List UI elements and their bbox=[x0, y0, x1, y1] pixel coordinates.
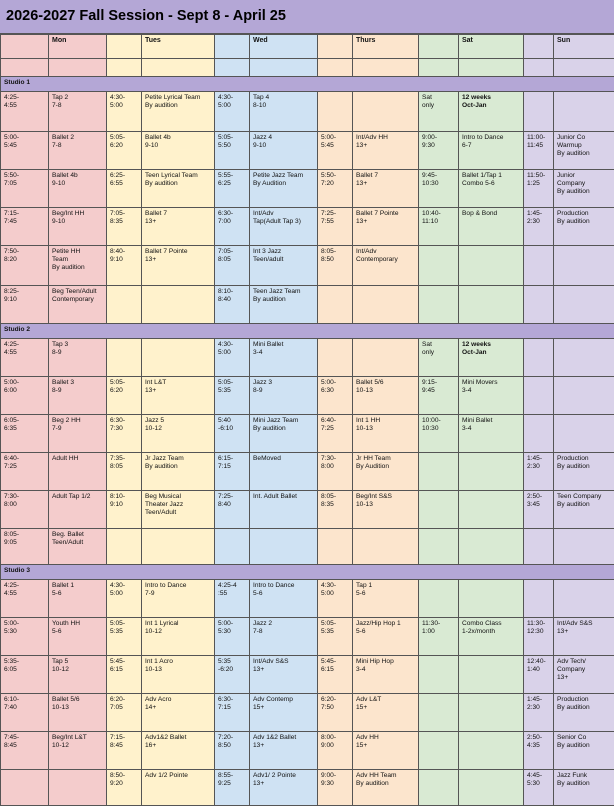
thu-class-cell: Tap 1 5-6 bbox=[353, 580, 419, 618]
thu-class-cell: Jr HH Team By Audition bbox=[353, 453, 419, 491]
mon-time-cell: 8:25- 9:10 bbox=[1, 286, 49, 324]
sun-time-cell: 1:45- 2:30 bbox=[524, 453, 554, 491]
sun-time-cell bbox=[524, 529, 554, 565]
wed-time-cell: 5:35 -6:20 bbox=[215, 656, 250, 694]
studio-header-row bbox=[1, 77, 614, 92]
thu-time-cell: 8:05- 8:35 bbox=[318, 491, 353, 529]
schedule-row bbox=[1, 286, 614, 324]
tue-time-cell: 5:05- 6:20 bbox=[107, 377, 142, 415]
mon-time-cell: 6:40- 7:25 bbox=[1, 453, 49, 491]
sun-class-cell bbox=[554, 529, 614, 565]
tue-class-cell: Ballet 7 13+ bbox=[142, 208, 215, 246]
wed-class-cell bbox=[250, 529, 318, 565]
tue-time-cell bbox=[107, 339, 142, 377]
thu-class-cell: Int 1 HH 10-13 bbox=[353, 415, 419, 453]
sun-time-cell: 11:00- 11:45 bbox=[524, 132, 554, 170]
mon-class-cell: Tap 3 8-9 bbox=[49, 339, 107, 377]
sun-time-cell: 11:50- 1:25 bbox=[524, 170, 554, 208]
thu-time-cell bbox=[318, 92, 353, 132]
sun-time-cell: 12:40- 1:40 bbox=[524, 656, 554, 694]
sat-class-cell bbox=[459, 529, 524, 565]
sun-time-cell bbox=[524, 286, 554, 324]
sat-time-cell bbox=[419, 491, 459, 529]
mon-class-cell: Petite HH Team By audition bbox=[49, 246, 107, 286]
mon-class-cell: Beg Teen/Adult Contemporary bbox=[49, 286, 107, 324]
tue-time-cell: 5:05- 5:35 bbox=[107, 618, 142, 656]
tue-time-cell: 7:05- 8:35 bbox=[107, 208, 142, 246]
tue-time-cell: 8:40- 9:10 bbox=[107, 246, 142, 286]
tue-class-cell: Ballet 7 Pointe 13+ bbox=[142, 246, 215, 286]
sun-time-cell: 2:50- 4:35 bbox=[524, 732, 554, 770]
wed-time-cell: 8:55- 9:25 bbox=[215, 770, 250, 806]
wed-time-cell: 5:55- 6:25 bbox=[215, 170, 250, 208]
mon-time-cell: 6:05- 6:35 bbox=[1, 415, 49, 453]
wed-class-cell: Adv Contemp 15+ bbox=[250, 694, 318, 732]
schedule-row bbox=[1, 453, 614, 491]
mon-time-cell: 5:00- 6:00 bbox=[1, 377, 49, 415]
mon-time-cell: 7:15- 7:45 bbox=[1, 208, 49, 246]
tue-time-cell: 4:30- 5:00 bbox=[107, 92, 142, 132]
sat-time-cell: 9:15- 9:45 bbox=[419, 377, 459, 415]
sun-time-cell bbox=[524, 415, 554, 453]
sat-class-cell: Intro to Dance 6-7 bbox=[459, 132, 524, 170]
sun-class-cell: Production By audition bbox=[554, 694, 614, 732]
wed-time-cell: 7:20- 8:50 bbox=[215, 732, 250, 770]
sat-time-cell bbox=[419, 246, 459, 286]
wed-class-cell: Tap 4 8-10 bbox=[250, 92, 318, 132]
mon-class-cell bbox=[49, 770, 107, 806]
mon-time-cell: 6:10- 7:40 bbox=[1, 694, 49, 732]
sat-class-cell: Ballet 1/Tap 1 Combo 5-6 bbox=[459, 170, 524, 208]
thu-time-cell bbox=[318, 339, 353, 377]
wed-class-cell: Int/Adv Tap(Adult Tap 3) bbox=[250, 208, 318, 246]
sat-class-cell: 12 weeks Oct-Jan bbox=[459, 92, 524, 132]
thu-class-cell: Adv HH 15+ bbox=[353, 732, 419, 770]
mon-class-cell: Ballet 3 8-9 bbox=[49, 377, 107, 415]
sat-time-cell: 10:40- 11:10 bbox=[419, 208, 459, 246]
sun-time-cell: 11:30- 12:30 bbox=[524, 618, 554, 656]
sat-time-cell bbox=[419, 580, 459, 618]
wed-time-cell: 5:00- 5:30 bbox=[215, 618, 250, 656]
sun-time-cell bbox=[524, 339, 554, 377]
thu-class-cell: Ballet 7 13+ bbox=[353, 170, 419, 208]
thu-class-cell bbox=[353, 92, 419, 132]
mon-class-cell: Tap 2 7-8 bbox=[49, 92, 107, 132]
mon-class-cell: Beg/Int HH 9-10 bbox=[49, 208, 107, 246]
thu-class-cell: Adv HH Team By audition bbox=[353, 770, 419, 806]
thu-class-cell bbox=[353, 286, 419, 324]
schedule-row bbox=[1, 377, 614, 415]
schedule-row bbox=[1, 339, 614, 377]
thu-time-cell: 8:00- 9:00 bbox=[318, 732, 353, 770]
wed-class-cell: Jazz 2 7-8 bbox=[250, 618, 318, 656]
header-time-thu bbox=[318, 35, 353, 59]
thu-time-cell: 6:20- 7:50 bbox=[318, 694, 353, 732]
tue-class-cell bbox=[142, 339, 215, 377]
sun-time-cell bbox=[524, 92, 554, 132]
wed-time-cell: 6:15- 7:15 bbox=[215, 453, 250, 491]
mon-class-cell: Beg 2 HH 7-9 bbox=[49, 415, 107, 453]
sat-class-cell bbox=[459, 286, 524, 324]
sun-class-cell bbox=[554, 339, 614, 377]
thu-time-cell: 5:00- 5:45 bbox=[318, 132, 353, 170]
thu-class-cell: Adv L&T 15+ bbox=[353, 694, 419, 732]
tue-time-cell: 7:35- 8:05 bbox=[107, 453, 142, 491]
schedule-row bbox=[1, 529, 614, 565]
sat-time-cell: Sat only bbox=[419, 92, 459, 132]
thu-class-cell: Beg/Int S&S 10-13 bbox=[353, 491, 419, 529]
wed-class-cell: Adv1/ 2 Pointe 13+ bbox=[250, 770, 318, 806]
tue-time-cell: 5:45- 6:15 bbox=[107, 656, 142, 694]
tue-class-cell: Beg Musical Theater Jazz Teen/Adult bbox=[142, 491, 215, 529]
wed-class-cell: Mini Ballet 3-4 bbox=[250, 339, 318, 377]
schedule-title: 2026-2027 Fall Session - Sept 8 - April 25 bbox=[0, 0, 614, 34]
sat-class-cell bbox=[459, 491, 524, 529]
wed-time-cell: 7:25- 8:40 bbox=[215, 491, 250, 529]
schedule-row bbox=[1, 246, 614, 286]
mon-time-cell: 5:35- 6:05 bbox=[1, 656, 49, 694]
thu-time-cell: 5:45- 6:15 bbox=[318, 656, 353, 694]
tue-class-cell: Adv Acro 14+ bbox=[142, 694, 215, 732]
sat-class-cell bbox=[459, 656, 524, 694]
studio-label: Studio 1 bbox=[1, 77, 614, 92]
thu-time-cell: 5:05- 5:35 bbox=[318, 618, 353, 656]
mon-class-cell: Beg/Int L&T 10-12 bbox=[49, 732, 107, 770]
sun-time-cell: 1:45- 2:30 bbox=[524, 694, 554, 732]
schedule-row bbox=[1, 618, 614, 656]
sun-time-cell bbox=[524, 377, 554, 415]
wed-time-cell: 4:25-4 :55 bbox=[215, 580, 250, 618]
schedule-row bbox=[1, 694, 614, 732]
tue-time-cell: 7:15- 8:45 bbox=[107, 732, 142, 770]
sat-time-cell bbox=[419, 694, 459, 732]
tue-time-cell bbox=[107, 286, 142, 324]
header-time-mon bbox=[1, 35, 49, 59]
studio-header-row bbox=[1, 565, 614, 580]
sun-class-cell: Adv Tech/ Company 13+ bbox=[554, 656, 614, 694]
header-time-tue bbox=[107, 35, 142, 59]
tue-time-cell: 6:20- 7:05 bbox=[107, 694, 142, 732]
header-tue: Tues bbox=[142, 35, 215, 59]
wed-time-cell: 5:40 -6:10 bbox=[215, 415, 250, 453]
wed-class-cell: Jazz 3 8-9 bbox=[250, 377, 318, 415]
sun-time-cell: 4:45- 5:30 bbox=[524, 770, 554, 806]
mon-time-cell: 5:00- 5:30 bbox=[1, 618, 49, 656]
mon-time-cell: 5:00- 5:45 bbox=[1, 132, 49, 170]
tue-class-cell: Jazz 5 10-12 bbox=[142, 415, 215, 453]
sun-class-cell: Junior Company By audition bbox=[554, 170, 614, 208]
thu-class-cell bbox=[353, 339, 419, 377]
sat-time-cell bbox=[419, 656, 459, 694]
mon-class-cell: Ballet 1 5-6 bbox=[49, 580, 107, 618]
sun-class-cell: Jazz Funk By audition bbox=[554, 770, 614, 806]
wed-class-cell: Adv 1&2 Ballet 13+ bbox=[250, 732, 318, 770]
wed-class-cell: Jazz 4 9-10 bbox=[250, 132, 318, 170]
mon-time-cell: 5:50- 7:05 bbox=[1, 170, 49, 208]
tue-class-cell: Jr Jazz Team By audition bbox=[142, 453, 215, 491]
mon-time-cell: 4:25- 4:55 bbox=[1, 92, 49, 132]
sat-class-cell: Mini Ballet 3-4 bbox=[459, 415, 524, 453]
wed-time-cell: 7:05- 8:05 bbox=[215, 246, 250, 286]
sat-time-cell bbox=[419, 770, 459, 806]
tue-class-cell: Teen Lyrical Team By audition bbox=[142, 170, 215, 208]
sat-class-cell: Bop & Bond bbox=[459, 208, 524, 246]
day-header-row bbox=[1, 35, 614, 59]
studio-label: Studio 2 bbox=[1, 324, 614, 339]
schedule-row bbox=[1, 415, 614, 453]
mon-time-cell bbox=[1, 770, 49, 806]
wed-time-cell: 6:30- 7:00 bbox=[215, 208, 250, 246]
sat-class-cell bbox=[459, 580, 524, 618]
sun-class-cell bbox=[554, 415, 614, 453]
wed-time-cell: 6:30- 7:15 bbox=[215, 694, 250, 732]
mon-time-cell: 7:45- 8:45 bbox=[1, 732, 49, 770]
schedule-row bbox=[1, 656, 614, 694]
sun-time-cell: 2:50- 3:45 bbox=[524, 491, 554, 529]
tue-time-cell: 8:10- 9:10 bbox=[107, 491, 142, 529]
tue-class-cell: Int 1 Lyrical 10-12 bbox=[142, 618, 215, 656]
schedule-row bbox=[1, 92, 614, 132]
tue-class-cell: Int L&T 13+ bbox=[142, 377, 215, 415]
header-wed: Wed bbox=[250, 35, 318, 59]
sat-class-cell bbox=[459, 732, 524, 770]
sat-time-cell: 10:00- 10:30 bbox=[419, 415, 459, 453]
thu-class-cell: Ballet 7 Pointe 13+ bbox=[353, 208, 419, 246]
mon-time-cell: 4:25- 4:55 bbox=[1, 339, 49, 377]
sun-class-cell bbox=[554, 286, 614, 324]
sun-class-cell bbox=[554, 377, 614, 415]
tue-time-cell bbox=[107, 529, 142, 565]
tue-class-cell: Int 1 Acro 10-13 bbox=[142, 656, 215, 694]
thu-class-cell: Mini Hip Hop 3-4 bbox=[353, 656, 419, 694]
thu-class-cell: Int/Adv Contemporary bbox=[353, 246, 419, 286]
schedule-table bbox=[0, 34, 614, 806]
sun-time-cell bbox=[524, 246, 554, 286]
header-sat: Sat bbox=[459, 35, 524, 59]
header-sun: Sun bbox=[554, 35, 614, 59]
tue-class-cell: Adv1&2 Ballet 16+ bbox=[142, 732, 215, 770]
tue-time-cell: 6:30- 7:30 bbox=[107, 415, 142, 453]
thu-time-cell: 7:25- 7:55 bbox=[318, 208, 353, 246]
wed-time-cell: 4:30- 5:00 bbox=[215, 92, 250, 132]
mon-class-cell: Ballet 2 7-8 bbox=[49, 132, 107, 170]
header-thu: Thurs bbox=[353, 35, 419, 59]
studio-label: Studio 3 bbox=[1, 565, 614, 580]
sat-time-cell: 9:45- 10:30 bbox=[419, 170, 459, 208]
thu-time-cell: 4:30- 5:00 bbox=[318, 580, 353, 618]
sat-time-cell bbox=[419, 286, 459, 324]
spacer-row bbox=[1, 59, 614, 77]
sat-class-cell bbox=[459, 246, 524, 286]
sun-class-cell: Junior Co Warmup By audition bbox=[554, 132, 614, 170]
sat-time-cell: 9:00- 9:30 bbox=[419, 132, 459, 170]
wed-class-cell: Petite Jazz Team By Audition bbox=[250, 170, 318, 208]
mon-class-cell: Ballet 4b 9-10 bbox=[49, 170, 107, 208]
sat-time-cell: 11:30- 1:00 bbox=[419, 618, 459, 656]
mon-time-cell: 7:30- 8:00 bbox=[1, 491, 49, 529]
schedule-row bbox=[1, 580, 614, 618]
sun-class-cell: Production By audition bbox=[554, 208, 614, 246]
thu-time-cell: 8:05- 8:50 bbox=[318, 246, 353, 286]
wed-time-cell: 5:05- 5:50 bbox=[215, 132, 250, 170]
sat-class-cell: Combo Class 1-2x/month bbox=[459, 618, 524, 656]
schedule-row bbox=[1, 770, 614, 806]
mon-class-cell: Tap 5 10-12 bbox=[49, 656, 107, 694]
sun-class-cell: Production By audition bbox=[554, 453, 614, 491]
header-time-sun bbox=[524, 35, 554, 59]
thu-time-cell: 7:30- 8:00 bbox=[318, 453, 353, 491]
thu-time-cell: 5:50- 7:20 bbox=[318, 170, 353, 208]
tue-time-cell: 6:25- 6:55 bbox=[107, 170, 142, 208]
thu-class-cell bbox=[353, 529, 419, 565]
tue-class-cell bbox=[142, 286, 215, 324]
studio-header-row bbox=[1, 324, 614, 339]
mon-class-cell: Youth HH 5-6 bbox=[49, 618, 107, 656]
wed-class-cell: Int/Adv S&S 13+ bbox=[250, 656, 318, 694]
schedule-row bbox=[1, 491, 614, 529]
schedule-row bbox=[1, 170, 614, 208]
sun-class-cell bbox=[554, 246, 614, 286]
tue-class-cell: Petite Lyrical Team By audition bbox=[142, 92, 215, 132]
sat-class-cell bbox=[459, 770, 524, 806]
sat-class-cell: Mini Movers 3-4 bbox=[459, 377, 524, 415]
wed-time-cell: 5:05- 5:35 bbox=[215, 377, 250, 415]
wed-time-cell: 4:30- 5:00 bbox=[215, 339, 250, 377]
tue-class-cell bbox=[142, 529, 215, 565]
thu-time-cell: 6:40- 7:25 bbox=[318, 415, 353, 453]
schedule-row bbox=[1, 132, 614, 170]
sat-time-cell bbox=[419, 732, 459, 770]
sun-class-cell: Int/Adv S&S 13+ bbox=[554, 618, 614, 656]
thu-class-cell: Int/Adv HH 13+ bbox=[353, 132, 419, 170]
thu-class-cell: Ballet 5/6 10-13 bbox=[353, 377, 419, 415]
sat-class-cell bbox=[459, 694, 524, 732]
mon-time-cell: 7:50- 8:20 bbox=[1, 246, 49, 286]
sat-time-cell bbox=[419, 529, 459, 565]
wed-class-cell: Teen Jazz Team By audition bbox=[250, 286, 318, 324]
header-mon: Mon bbox=[49, 35, 107, 59]
sun-class-cell bbox=[554, 580, 614, 618]
sun-class-cell bbox=[554, 92, 614, 132]
tue-class-cell: Adv 1/2 Pointe bbox=[142, 770, 215, 806]
mon-class-cell: Adult HH bbox=[49, 453, 107, 491]
thu-time-cell: 9:00- 9:30 bbox=[318, 770, 353, 806]
wed-time-cell bbox=[215, 529, 250, 565]
sun-time-cell bbox=[524, 580, 554, 618]
sun-class-cell: Teen Company By audition bbox=[554, 491, 614, 529]
header-time-wed bbox=[215, 35, 250, 59]
wed-time-cell: 8:10- 8:40 bbox=[215, 286, 250, 324]
sat-class-cell bbox=[459, 453, 524, 491]
wed-class-cell: Int 3 Jazz Teen/adult bbox=[250, 246, 318, 286]
mon-time-cell: 8:05- 9:05 bbox=[1, 529, 49, 565]
header-time-sat bbox=[419, 35, 459, 59]
mon-time-cell: 4:25- 4:55 bbox=[1, 580, 49, 618]
sat-time-cell bbox=[419, 453, 459, 491]
tue-class-cell: Ballet 4b 9-10 bbox=[142, 132, 215, 170]
schedule-row bbox=[1, 208, 614, 246]
tue-time-cell: 5:05- 6:20 bbox=[107, 132, 142, 170]
tue-time-cell: 4:30- 5:00 bbox=[107, 580, 142, 618]
thu-time-cell bbox=[318, 529, 353, 565]
wed-class-cell: BeMoved bbox=[250, 453, 318, 491]
thu-class-cell: Jazz/Hip Hop 1 5-6 bbox=[353, 618, 419, 656]
wed-class-cell: Int. Adult Ballet bbox=[250, 491, 318, 529]
sat-time-cell: Sat only bbox=[419, 339, 459, 377]
tue-time-cell: 8:50- 9:20 bbox=[107, 770, 142, 806]
mon-class-cell: Adult Tap 1/2 bbox=[49, 491, 107, 529]
tue-class-cell: Intro to Dance 7-9 bbox=[142, 580, 215, 618]
schedule-row bbox=[1, 732, 614, 770]
wed-class-cell: Intro to Dance 5-6 bbox=[250, 580, 318, 618]
sun-class-cell: Senior Co By audition bbox=[554, 732, 614, 770]
thu-time-cell: 5:00- 6:30 bbox=[318, 377, 353, 415]
wed-class-cell: Mini Jazz Team By audition bbox=[250, 415, 318, 453]
mon-class-cell: Beg. Ballet Teen/Adult bbox=[49, 529, 107, 565]
sat-class-cell: 12 weeks Oct-Jan bbox=[459, 339, 524, 377]
mon-class-cell: Ballet 5/6 10-13 bbox=[49, 694, 107, 732]
sun-time-cell: 1:45- 2:30 bbox=[524, 208, 554, 246]
thu-time-cell bbox=[318, 286, 353, 324]
